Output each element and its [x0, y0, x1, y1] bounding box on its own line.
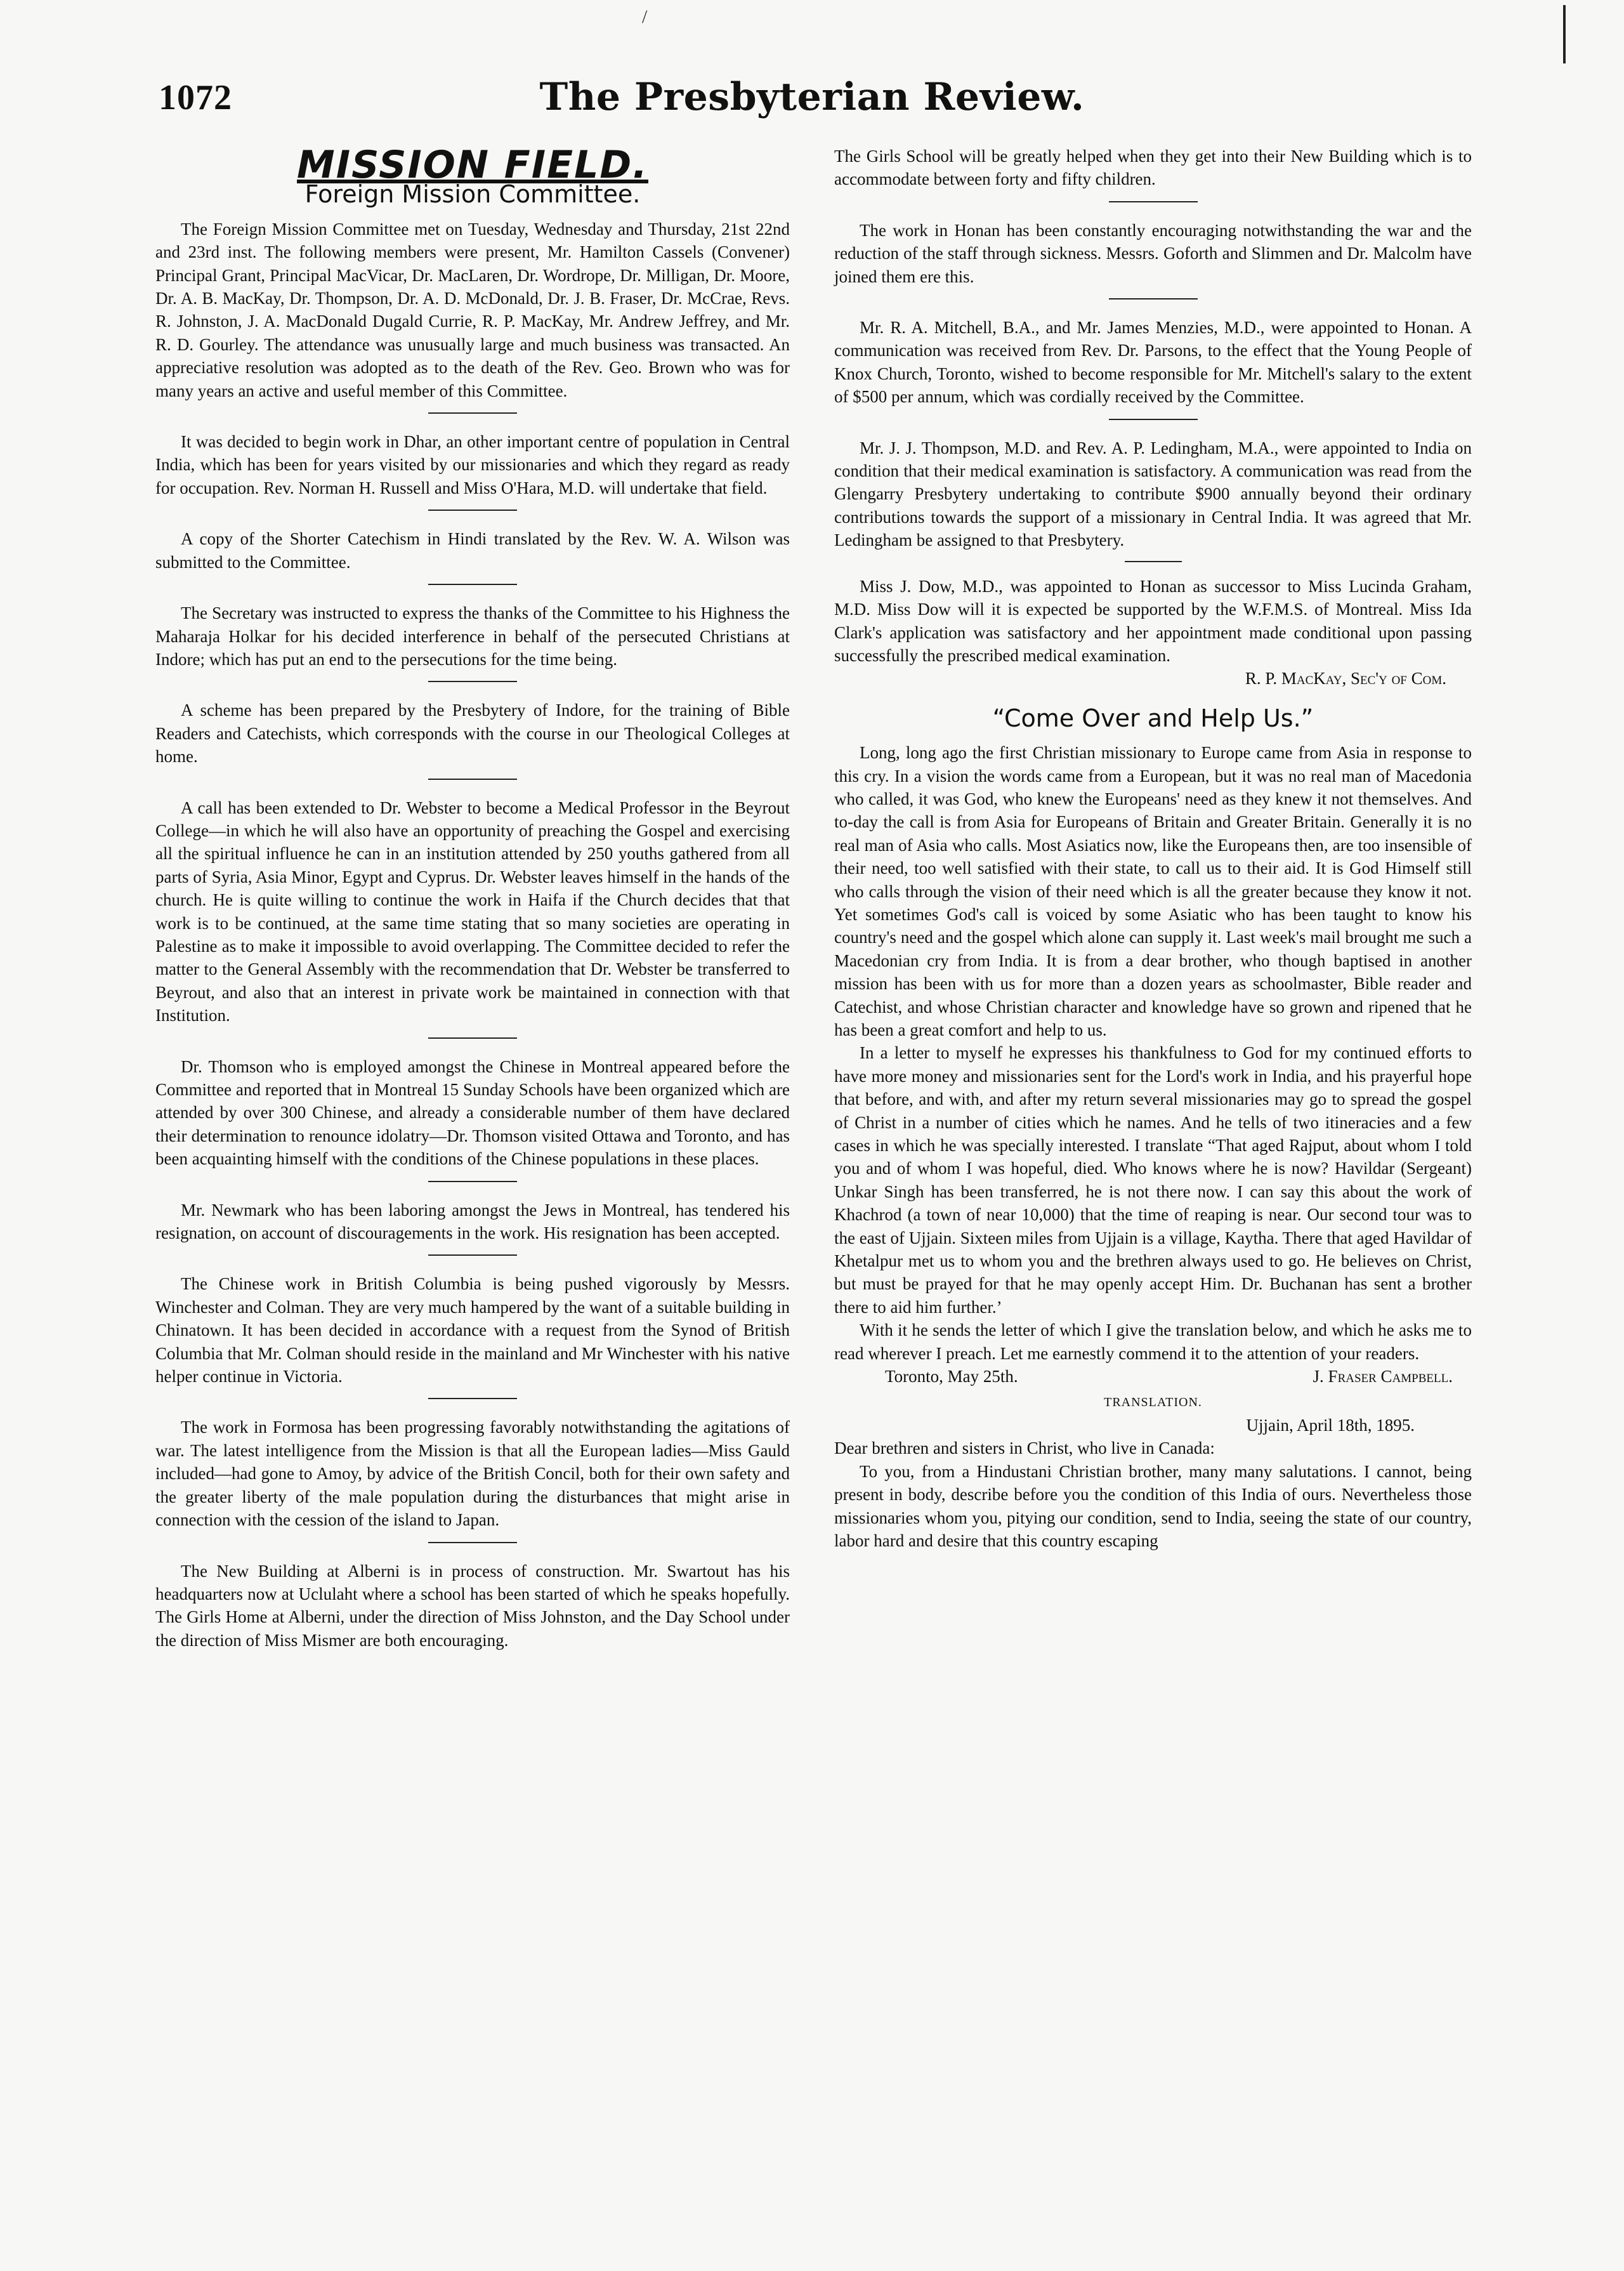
page-number: 1072	[159, 78, 232, 117]
letter-salutation: Dear brethren and sisters in Christ, who live in Canada:	[834, 1438, 1215, 1458]
divider	[1125, 561, 1182, 562]
divider	[428, 1037, 517, 1039]
subsection-heading: Foreign Mission Committee.	[304, 180, 641, 209]
top-margin-mark: /	[642, 6, 648, 27]
paragraph: The New Building at Alberni is in process of construction. Mr. Swartout has his headquarters now at Uclulaht where a school has been started of which he speaks hopefully. The Girls Home at Alberni, under the direction of Miss Johnston, and the Day School under the direction of Miss Mismer are both encouraging.	[155, 1561, 790, 1650]
left-column	[155, 143, 790, 1652]
paragraph: Mr. Newmark who has been laboring amongst the Jews in Montreal, has tendered his resignation, on account of discouragements in the work. His resignation has been accepted.	[155, 1200, 790, 1243]
article-heading: “Come Over and Help Us.”	[992, 704, 1314, 732]
divider	[428, 584, 517, 585]
divider	[428, 510, 517, 511]
letter-dateline: Ujjain, April 18th, 1895.	[1246, 1415, 1415, 1435]
divider	[428, 681, 517, 682]
paragraph: The Chinese work in British Columbia is being pushed vigorously by Messrs. Winchester and Colman. They are very much hampered by the want of a suitable building in Chinatown. It has been decided in accordance with a request from the Synod of British Columbia that Mr. Colman should reside in the mainland and Mr Winchester with his native helper continue in Victoria.	[155, 1274, 790, 1386]
divider	[1109, 201, 1198, 202]
article-paragraph: With it he sends the letter of which I give the translation below, and which he asks me to read wherever I preach. Let me earnestly commend it to the attention of your readers.	[834, 1320, 1472, 1363]
divider	[1109, 298, 1198, 300]
byline-place-date: Toronto, May 25th.	[885, 1367, 1018, 1386]
paragraph: Dr. Thomson who is employed amongst the Chinese in Montreal appeared before the Committee and reported that in Montreal 15 Sunday Schools have been organized which are attended by over 300 Chinese, and already a considerable number of them have declared their determination to renounce idolatry—Dr. Thomson visited Ottawa and Toronto, and has been acquainting himself with the conditions of the Chinese populations in these places.	[155, 1057, 790, 1169]
divider	[428, 1398, 517, 1399]
right-column	[834, 145, 1472, 1552]
divider	[1109, 419, 1198, 420]
paragraph: Miss J. Dow, M.D., was appointed to Honan as successor to Miss Lucinda Graham, M.D. Miss Dow will it is expected be supported by the W.F.M.S. of Montreal. Miss Ida Clark's application was satisfactory and her appointment made conditional upon passing successfully the prescribed medical examination.	[834, 576, 1472, 665]
divider	[428, 412, 517, 414]
paragraph: It was decided to begin work in Dhar, an other important centre of population in Central India, which has been for years visited by our missionaries and which they regard as ready for occupation. Rev. Norman H. Russell and Miss O'Hara, M.D. will undertake that field.	[155, 432, 790, 497]
divider	[428, 1181, 517, 1182]
divider	[428, 1542, 517, 1543]
divider	[428, 1254, 517, 1256]
margin-rule-mark	[1563, 5, 1566, 63]
paragraph: The work in Formosa has been progressing favorably notwithstanding the agitations of war. The latest intelligence from the Mission is that all the European ladies—Miss Gauld included—had gone to Amoy, by advice of the British Concil, both for their own safety and the greater liberty of the male population during the disturbances that might arise in connection with the cession of the island to Japan.	[155, 1418, 790, 1530]
divider	[428, 779, 517, 780]
continued-paragraph: The Girls School will be greatly helped when they get into their New Building which is to accommodate between forty and fifty children.	[834, 147, 1472, 189]
paragraph: A scheme has been prepared by the Presbytery of Indore, for the training of Bible Readers and Catechists, which corresponds with the course in our Theological Colleges at home.	[155, 701, 790, 767]
byline-author: J. Fraser Campbell.	[1313, 1367, 1453, 1386]
article-paragraph: Long, long ago the first Christian missionary to Europe came from Asia in response to this cry. In a vision the words came from a European, but it was no real man of Macedonia who called, it was God, who knew the Europeans' need as they knew it not themselves. And to-day the call is from Asia for Europeans of Britain and Greater Britain. Generally it is no real man of Asia who calls. Most Asiatics now, like the Europeans then, are too insensible of their need, too well satisfied with their state, to call us to their aid. It is God Himself still who calls through the vision of their need which is all the greater because they know it not. Yet sometimes God's call is voiced by some Asiatic who has been taught to know his country's need and the gospel which alone can supply it. Last week's mail brought me such a Macedonian cry from India. It is from a dear brother, who though baptised in another mission has been with us for more than a dozen years as schoolmaster, Bible reader and Catechist, and whose Christian character and knowledge have so grown and ripened that he has been a great comfort and help to us.	[834, 743, 1472, 1039]
paragraph: The work in Honan has been constantly encouraging notwithstanding the war and the reduction of the staff through sickness. Messrs. Goforth and Slimmen and Dr. Malcolm have joined them ere this.	[834, 220, 1472, 286]
byline	[834, 1365, 1472, 1388]
section-heading: MISSION FIELD.	[297, 143, 648, 187]
paragraph: A call has been extended to Dr. Webster to become a Medical Professor in the Beyrout College—in which he will also have an opportunity of preaching the Gospel and exercising all the spiritual influence he can in an institution attended by 250 youths gathered from all parts of Syria, Asia Minor, Egypt and Cyprus. Dr. Webster leaves himself in the hands of the church. He is quite willing to continue the work in Haifa if the Church decides that that work is to be continued, at the same time stating that so many societies are operating in Palestine as to make it impossible to avoid overlapping. The Committee decided to refer the matter to the General Assembly with the recommendation that Dr. Webster be transferred to Beyrout, and also that an interest in private work be maintained in connection with that Institution.	[155, 798, 790, 1025]
article-paragraph: In a letter to myself he expresses his thankfulness to God for my continued efforts to have more money and missionaries sent for the Lord's work in India, and his prayerful hope that before, and with, and after my return several missionaries may go to spread the gospel of Christ in a number of cities which he names. And he tells of two itineracies and a few cases in which he was specially interested. I translate “That aged Rajput, about whom I told you and of whom I was hopeful, died. Who knows where he is now? Havildar (Sergeant) Unkar Singh has been transferred, he is not there now. I can say this about the work of Khachrod (a town of near 10,000) that the time of reaping is near. Our second tour was to the east of Ujjain. Sixteen miles from Ujjain is a village, Kaytha. There that aged Havildar of Khetalpur met us to whom you and the brethren always used to go. He believes on Christ, but must be prayed for that he may openly accept Him. Dr. Buchanan has sent a brother there to aid him further.’	[834, 1043, 1472, 1317]
paragraph: The Foreign Mission Committee met on Tuesday, Wednesday and Thursday, 21st 22nd and 23rd inst. The following members were present, Mr. Hamilton Cassels (Convener) Principal Grant, Principal MacVicar, Dr. MacLaren, Dr. Wordrope, Dr. Milligan, Dr. Moore, Dr. A. B. MacKay, Dr. Thompson, Dr. A. D. McDonald, Dr. J. B. Fraser, Dr. McCrae, Revs. R. Johnston, J. A. MacDonald Dugald Currie, R. P. MacKay, Mr. Andrew Jeffrey, and Mr. R. D. Gourley. The attendance was unusually large and much business was transacted. An appreciative resolution was adopted as to the death of the Rev. Geo. Brown who was for many years an active and useful member of this Committee.	[155, 219, 790, 400]
letter-paragraph: To you, from a Hindustani Christian brother, many many salutations. I cannot, being present in body, describe before you the condition of this India of ours. Nevertheless those missionaries whom you, pitying our condition, send to India, seeing the state of our country, labor hard and desire that this country escaping	[834, 1461, 1472, 1550]
paragraph: The Secretary was instructed to express the thanks of the Committee to his Highness the Maharaja Holkar for his decided interference in behalf of the persecuted Christians at Indore; which has put an end to the persecutions for the time being.	[155, 603, 790, 669]
paragraph: Mr. J. J. Thompson, M.D. and Rev. A. P. Ledingham, M.A., were appointed to India on condition that their medical examination is satisfactory. A communication was read from the Glengarry Presbytery undertaking to contribute $900 annually beyond their ordinary contributions towards the support of a missionary in Central India. It was agreed that Mr. Ledingham be assigned to that Presbytery.	[834, 438, 1472, 550]
paragraph: A copy of the Shorter Catechism in Hindi translated by the Rev. W. A. Wilson was submitted to the Committee.	[155, 529, 790, 572]
journal-title: The Presbyterian Review.	[539, 75, 1085, 119]
translation-label: TRANSLATION.	[1104, 1395, 1202, 1409]
committee-signature: R. P. MacKay, Sec'y of Com.	[1245, 669, 1446, 688]
paragraph: Mr. R. A. Mitchell, B.A., and Mr. James Menzies, M.D., were appointed to Honan. A communication was received from Rev. Dr. Parsons, to the effect that the Young People of Knox Church, Toronto, wished to become responsible for Mr. Mitchell's salary to the extent of $500 per annum, which was cordially received by the Committee.	[834, 318, 1472, 407]
